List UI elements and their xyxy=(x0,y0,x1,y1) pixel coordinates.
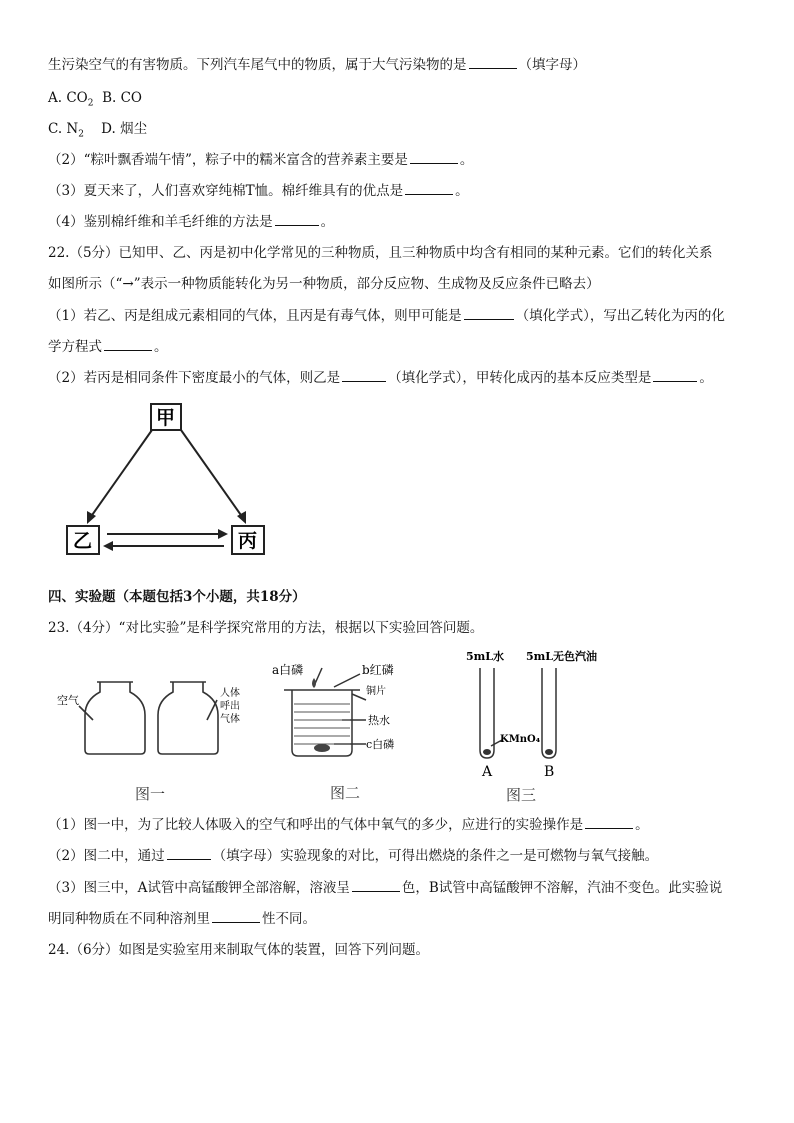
fig2-label-copper: 铜片 xyxy=(366,686,386,697)
fig3-label-B: B xyxy=(544,764,555,780)
q21-part2 xyxy=(48,151,473,169)
q21-line1-text: 生污染空气的有害物质。下列汽车尾气中的物质，属于大气污染物的是 xyxy=(48,57,467,73)
gas-bottle-left xyxy=(85,682,145,754)
q23-part3-text4: 性不同。 xyxy=(262,911,316,927)
q21-part3 xyxy=(48,182,469,200)
q23-part3-cont xyxy=(48,910,316,928)
q23-part2 xyxy=(48,847,658,865)
period: 。 xyxy=(459,152,474,168)
q23-part3-text2: 色，B试管中高锰酸钾不溶解，汽油不变色。此实验说 xyxy=(401,880,723,896)
q23-part3-text: （3）图三中，A试管中高锰酸钾全部溶解，溶液呈 xyxy=(48,880,350,896)
q22-intro-line1: 22.（5分）已知甲、乙、丙是初中化学常见的三种物质，且三种物质中均含有相同的某种元素。它们的转化关系 xyxy=(48,245,713,261)
option-c-subscript: 2 xyxy=(78,129,84,140)
kmno4-solid-b xyxy=(545,749,553,755)
answer-blank xyxy=(405,182,453,195)
test-tube-a xyxy=(480,668,494,758)
q21-part4-text: （4）鉴别棉纤维和羊毛纤维的方法是 xyxy=(48,214,273,230)
q21-part3-text: （3）夏天来了，人们喜欢穿纯棉T恤。棉纤维具有的优点是 xyxy=(48,183,404,199)
q22-conversion-diagram xyxy=(60,400,280,560)
fig2-label-b: b红磷 xyxy=(362,663,394,677)
fig2-label-water: 热水 xyxy=(368,714,390,727)
test-tube-b xyxy=(542,668,556,758)
answer-blank xyxy=(653,369,697,382)
q22-part1-text: （1）若乙、丙是组成元素相同的气体，且丙是有毒气体，则甲可能是 xyxy=(48,308,462,324)
fig1-air-label: 空气 xyxy=(57,694,79,707)
label-bing: 丙 xyxy=(238,530,258,552)
label-jia: 甲 xyxy=(156,407,176,429)
flame-icon xyxy=(312,678,316,688)
white-phosphorus-c xyxy=(314,744,330,752)
q22-part1-cont xyxy=(48,338,168,356)
q22-part2-text: （2）若丙是相同条件下密度最小的气体，则乙是 xyxy=(48,370,341,386)
q22-part2-text2: （填化学式），甲转化成丙的基本反应类型是 xyxy=(388,370,652,386)
arrow-head xyxy=(218,529,228,539)
q21-options-ab xyxy=(48,89,142,113)
answer-blank xyxy=(464,307,514,320)
q22-intro-line2: 如图所示（“→”表示一种物质能转化为另一种物质，部分反应物、生成物及反应条件已略去） xyxy=(48,276,600,292)
fig3-label-water: 5mL水 xyxy=(466,650,505,663)
fig1-exhaled-label: 人体呼出气体 xyxy=(220,688,240,725)
kmno4-solid-a xyxy=(483,749,491,755)
period: 。 xyxy=(635,817,649,833)
option-b: B. CO xyxy=(102,90,142,106)
q21-options-cd xyxy=(48,120,147,144)
q21-line1-tail: （填字母） xyxy=(518,57,586,73)
period: 。 xyxy=(455,183,469,199)
option-a: A. CO xyxy=(48,90,88,106)
q22-part1 xyxy=(48,307,725,325)
fig3-label-A: A xyxy=(482,764,493,780)
fig1-caption: 图一 xyxy=(135,785,166,803)
figure-3 xyxy=(462,646,602,808)
q23-part2-text: （2）图二中，通过 xyxy=(48,848,165,864)
q24-intro: 24.（6分）如图是实验室用来制取气体的装置，回答下列问题。 xyxy=(48,942,430,958)
answer-blank xyxy=(469,56,517,69)
q23-part1 xyxy=(48,816,649,834)
answer-blank xyxy=(342,369,386,382)
q23-part2-text2: （填字母）实验现象的对比，可得出燃烧的条件之一是可燃物与氧气接触。 xyxy=(212,848,659,864)
label-yi: 乙 xyxy=(73,530,93,552)
period: 。 xyxy=(154,339,168,355)
q23-part1-text: （1）图一中，为了比较人体吸入的空气和呼出的气体中氧气的多少，应进行的实验操作是 xyxy=(48,817,584,833)
fig2-label-c: c白磷 xyxy=(366,738,395,751)
option-d: D. 烟尘 xyxy=(101,121,148,137)
q22-part2 xyxy=(48,369,713,387)
answer-blank xyxy=(352,879,400,892)
figure-2 xyxy=(262,660,412,808)
fig2-label-a: a白磷 xyxy=(272,663,304,677)
section-title: 四、实验题（本题包括3个小题，共18分） xyxy=(48,589,306,605)
answer-blank xyxy=(167,847,211,860)
answer-blank xyxy=(212,910,260,923)
answer-blank xyxy=(275,213,319,226)
gas-bottle-right xyxy=(158,682,218,754)
period: 。 xyxy=(320,214,335,230)
q21-line1 xyxy=(48,56,586,74)
q23-part3-text3: 明同种物质在不同种溶剂里 xyxy=(48,911,210,927)
arrow-head xyxy=(103,541,113,551)
fig1-exhaled-line: 人体 xyxy=(220,688,240,699)
answer-blank xyxy=(104,338,152,351)
q23-intro: 23.（4分）“对比实验”是科学探究常用的方法，根据以下实验回答问题。 xyxy=(48,620,484,636)
q22-part1-text2: （填化学式），写出乙转化为丙的化 xyxy=(515,308,725,324)
answer-blank xyxy=(410,151,458,164)
option-c: C. N xyxy=(48,121,79,137)
fig2-caption: 图二 xyxy=(330,784,361,802)
fig3-label-gasoline: 5mL无色汽油 xyxy=(526,650,598,663)
q21-part4 xyxy=(48,213,334,231)
q22-part1-text3: 学方程式 xyxy=(48,339,102,355)
period: 。 xyxy=(699,370,713,386)
option-a-subscript: 2 xyxy=(87,98,94,109)
fig3-label-kmno4: KMnO₄ xyxy=(500,734,541,745)
answer-blank xyxy=(585,816,633,829)
figure-1 xyxy=(55,670,255,805)
q23-part3 xyxy=(48,879,722,897)
fig3-caption: 图三 xyxy=(506,786,537,804)
q21-part2-text: （2）“粽叶飘香端午情”，粽子中的糯米富含的营养素主要是 xyxy=(48,152,408,168)
